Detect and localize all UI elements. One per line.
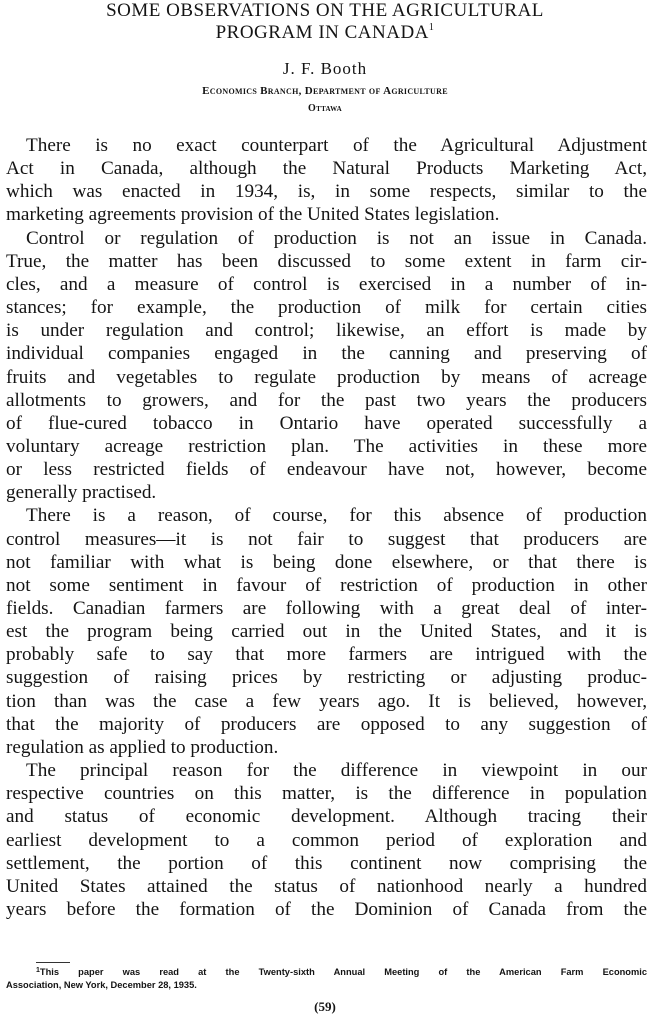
- body-line: respective countries on this matter, is the difference in population: [6, 783, 647, 805]
- article-title-line-1: [0, 0, 650, 22]
- title-text-1: SOME OBSERVATIONS ON THE AGRICULTURAL: [106, 0, 544, 21]
- body-line: There is no exact counterpart of the Agricultural Adjustment: [26, 135, 647, 156]
- article-title-line-2: [0, 22, 650, 44]
- footnote-marker: 1: [36, 967, 40, 974]
- body-line: and status of economic development. Although tracing their: [6, 806, 647, 828]
- body-line: stances; for example, the production of milk for certain cities: [6, 297, 647, 318]
- body-line: is under regulation and control; likewise, an effort is made by: [6, 320, 647, 342]
- body-line: regulation as applied to production.: [6, 736, 279, 758]
- body-line: or less restricted fields of endeavour have not, however, become: [6, 459, 647, 481]
- body-line: fruits and vegetables to regulate production by means of acreage: [6, 366, 647, 388]
- body-line: of flue-cured tobacco in Ontario have operated successfully a: [6, 412, 647, 434]
- body-line: suggestion of raising prices by restricting or adjusting produc-: [6, 667, 647, 689]
- title-footnote-marker: 1: [428, 22, 435, 33]
- body-line: tion than was the case a few years ago. It is believed, however,: [6, 690, 647, 712]
- body-line: not some sentiment in favour of restriction of production in other: [6, 574, 647, 596]
- body-line: marketing agreements provision of the United States legislation.: [6, 204, 500, 226]
- body-line: settlement, the portion of this continent now comprising the: [6, 852, 647, 874]
- body-line: cles, and a measure of control is exercised in a number of in-: [6, 273, 647, 295]
- page-number: (59): [314, 999, 336, 1014]
- body-line: Control or regulation of production is not an issue in Canada.: [26, 227, 647, 249]
- body-line: generally practised.: [6, 482, 157, 504]
- body-line: that the majority of producers are opposed to any suggestion of: [6, 713, 647, 735]
- footnote-rule: [36, 962, 70, 963]
- body-line: fields. Canadian farmers are following with a great deal of inter-: [6, 598, 647, 619]
- author-affiliation: Economics Branch, Department of Agriculture: [202, 85, 448, 97]
- body-line: The principal reason for the difference in viewpoint in our: [26, 760, 647, 781]
- footnote-line-1: [36, 966, 647, 979]
- body-line: True, the matter has been discussed to some extent in farm cir-: [6, 250, 647, 272]
- body-line: Act in Canada, although the Natural Products Marketing Act,: [6, 158, 647, 180]
- title-text-2: PROGRAM IN CANADA: [215, 22, 429, 43]
- body-line: There is a reason, of course, for this absence of production: [26, 505, 647, 527]
- body-line: control measures—it is not fair to suggest that producers are: [6, 528, 647, 550]
- body-line: not familiar with what is being done elsewhere, or that there is: [6, 551, 647, 573]
- footnote-text-1: This paper was read at the Twenty-sixth Annual Meeting of the American Farm Economic: [39, 967, 647, 977]
- body-line: United States attained the status of nationhood nearly a hundred: [6, 875, 647, 897]
- body-line: earliest development to a common period of exploration and: [6, 829, 647, 851]
- body-line: which was enacted in 1934, is, in some respects, similar to the: [6, 181, 647, 203]
- body-line: individual companies engaged in the canning and preserving of: [6, 343, 647, 365]
- author-name: J. F. Booth: [282, 59, 368, 78]
- footnote-line-2: Association, New York, December 28, 1935.: [6, 980, 197, 990]
- body-line: allotments to growers, and for the past two years the producers: [6, 389, 647, 411]
- author-location: Ottawa: [308, 103, 342, 114]
- body-line: probably safe to say that more farmers are intrigued with the: [6, 644, 647, 666]
- body-line: est the program being carried out in the United States, and it is: [6, 621, 647, 643]
- body-line: years before the formation of the Dominion of Canada from the: [6, 898, 647, 920]
- body-line: voluntary acreage restriction plan. The activities in these more: [6, 435, 647, 457]
